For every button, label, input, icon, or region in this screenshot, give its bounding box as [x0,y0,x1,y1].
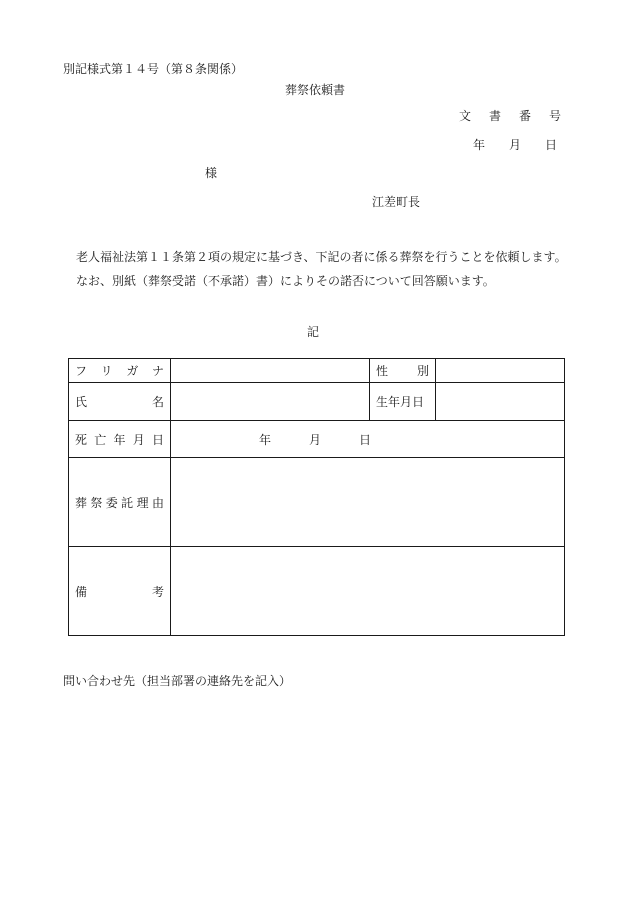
request-form-table [68,358,565,636]
birthdate-field[interactable] [436,383,565,421]
remarks-field[interactable] [171,547,565,636]
body-paragraph-1: 老人福祉法第１１条第２項の規定に基づき、下記の者に係る葬祭を行うことを依頼します。 [76,250,567,264]
table-row-furigana [69,359,565,383]
name-label: 氏 名 [69,383,171,421]
birthdate-label: 生年月日 [370,383,436,421]
furigana-field[interactable] [171,359,370,383]
form-number: 別記様式第１４号（第８条関係） [63,62,244,76]
table-row-reason [69,458,565,547]
name-field[interactable] [171,383,370,421]
funeral-reason-field[interactable] [171,458,565,547]
funeral-reason-label: 葬 祭 委 託 理 由 [69,458,171,547]
document-title: 葬祭依頼書 [285,83,346,97]
table-row-name [69,383,565,421]
table-row-remarks [69,547,565,636]
issue-date: 年 月 日 [472,138,557,152]
document-number-label: 文 書 番 号 [458,109,561,123]
addressee-suffix: 様 [205,166,218,180]
ki-heading: 記 [307,325,320,339]
death-date-label: 死 亡 年 月 日 [69,421,171,458]
table-row-death-date [69,421,565,458]
sender-name: 江差町長 [372,195,421,209]
remarks-label: 備 考 [69,547,171,636]
gender-field[interactable] [436,359,565,383]
death-date-field[interactable]: 年 月 日 [171,421,565,458]
furigana-label: フ リ ガ ナ [69,359,171,383]
body-paragraph-2: なお、別紙（葬祭受諾（不承諾）書）によりその諾否について回答願います。 [76,274,495,288]
gender-label: 性 別 [370,359,436,383]
inquiry-note: 問い合わせ先（担当部署の連絡先を記入） [63,674,292,688]
